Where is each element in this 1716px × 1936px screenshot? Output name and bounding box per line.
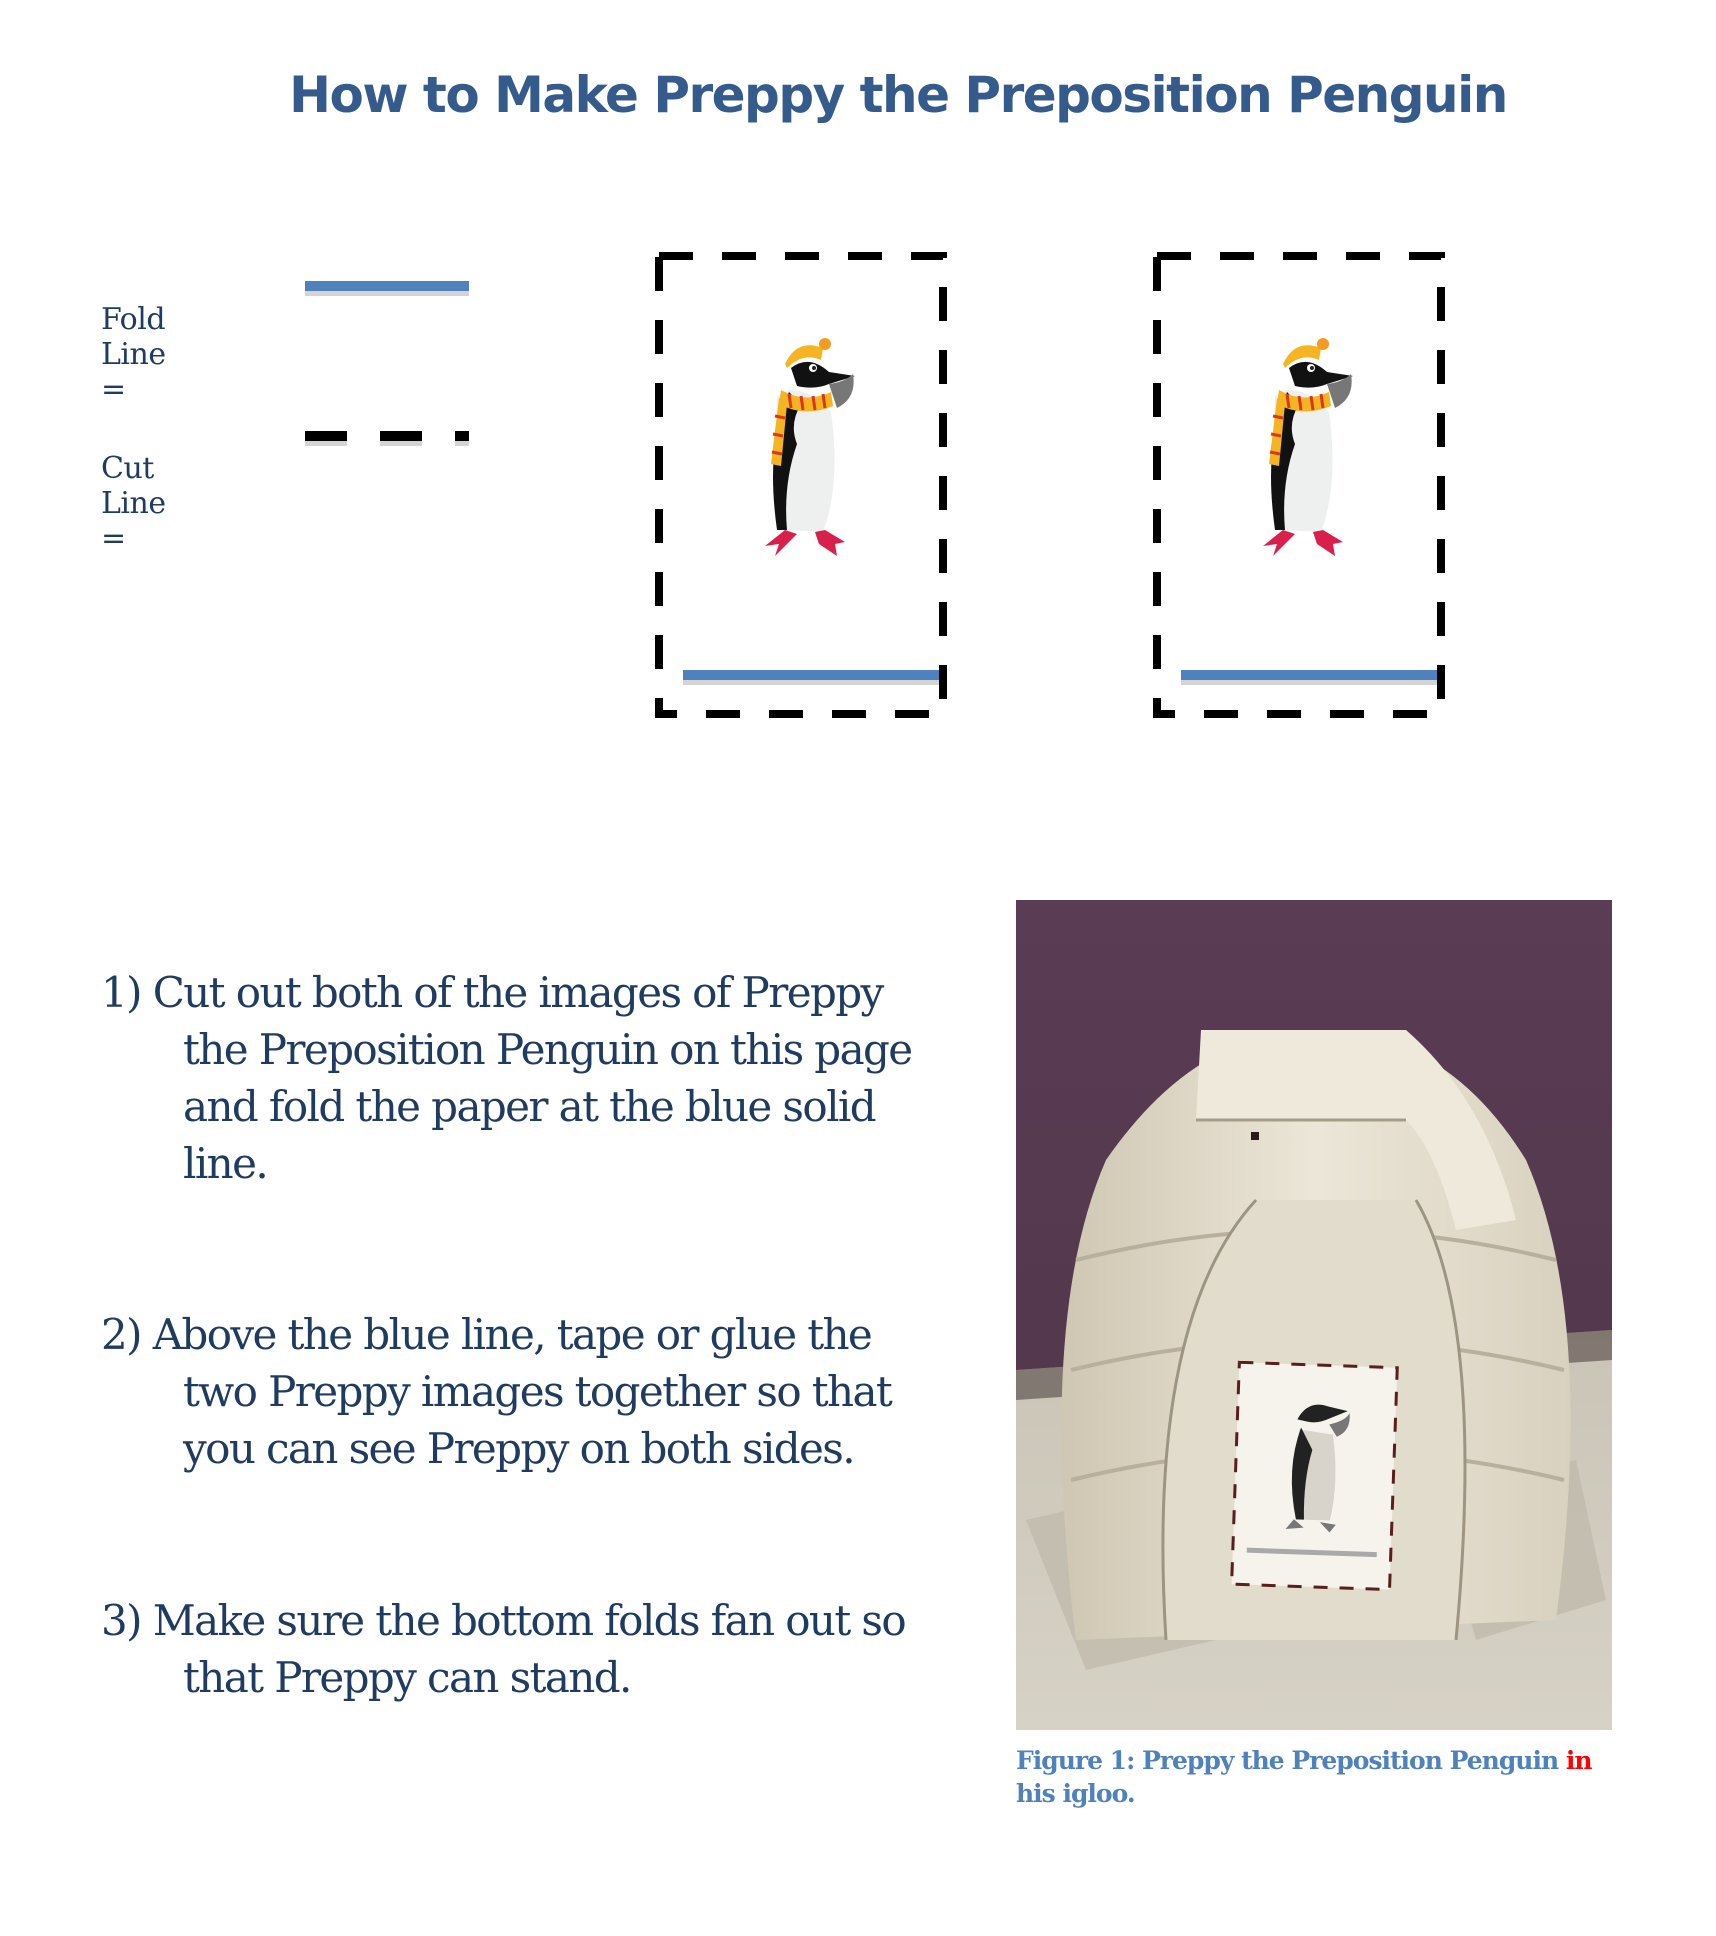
instruction-step-3 <box>101 1592 981 1706</box>
cut-line-dash <box>305 431 347 441</box>
page-title: How to Make Preppy the Preposition Penguin <box>289 66 1507 124</box>
caption-suffix: his igloo. <box>1016 1779 1135 1808</box>
step-text: line. <box>183 1139 268 1188</box>
fold-line <box>1181 670 1437 680</box>
cut-line-label: Cut Line = <box>101 451 166 556</box>
igloo-photo <box>1016 900 1612 1730</box>
penguin-icon <box>1243 334 1363 574</box>
step-text: the Preposition Penguin on this page <box>183 1025 912 1074</box>
figure-caption <box>1016 1744 1616 1810</box>
instruction-step-2 <box>101 1306 981 1477</box>
cut-line-dash <box>455 431 469 441</box>
instruction-step-1 <box>101 964 981 1192</box>
caption-highlight-preposition: in <box>1565 1746 1592 1775</box>
fold-line <box>683 670 939 680</box>
fold-line-sample <box>305 281 469 291</box>
step-text: that Preppy can stand. <box>183 1653 631 1702</box>
caption-prefix: Figure 1: Preppy the Preposition Penguin <box>1016 1746 1566 1775</box>
step-text: Cut out both of the images of Preppy <box>152 968 883 1017</box>
step-number: 3) <box>101 1596 141 1645</box>
step-text: Make sure the bottom folds fan out so <box>152 1596 906 1645</box>
step-text: and fold the paper at the blue solid <box>183 1082 876 1131</box>
igloo-image <box>1016 900 1612 1730</box>
penguin-icon <box>745 334 865 574</box>
step-text: two Preppy images together so that <box>183 1367 892 1416</box>
step-text: Above the blue line, tape or glue the <box>152 1310 872 1359</box>
step-number: 1) <box>101 968 141 1017</box>
cut-line-dash <box>380 431 422 441</box>
step-number: 2) <box>101 1310 141 1359</box>
step-text: you can see Preppy on both sides. <box>183 1424 855 1473</box>
preppy-cutout-1 <box>655 252 945 714</box>
preppy-cutout-2 <box>1153 252 1443 714</box>
fold-line-label: Fold Line = <box>101 302 166 407</box>
